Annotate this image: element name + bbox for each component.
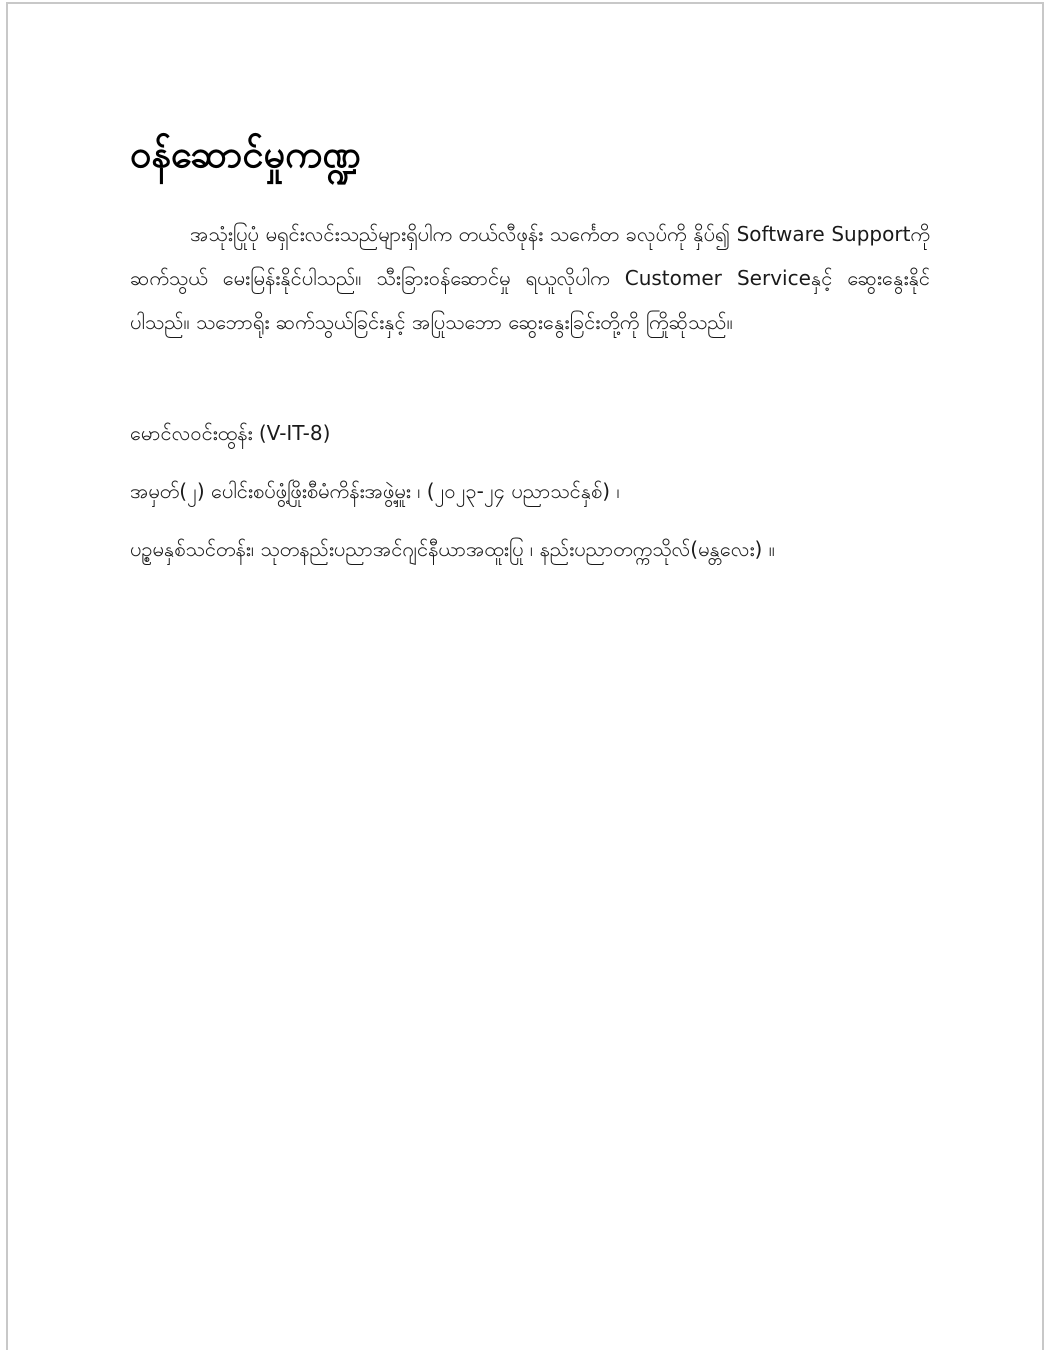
author-role: အမှတ်(၂) ပေါင်းစပ်ဖွံ့ဖြိုးစီမံကိန်းအဖွဲ့မှူး ၊ (၂၀၂၃-၂၄ ပညာသင်နှစ်) ၊ [130,479,620,503]
author-affiliation: ပဥ္စမနှစ်သင်တန်း၊ သုတနည်းပညာအင်ဂျင်နီယာအထူးပြု ၊ နည်းပညာတက္ကသိုလ်(မန္တလေး) ။ [130,537,775,561]
page-title: ဝန်ဆောင်မှုကဏ္ဍ [130,132,361,176]
page-content [130,124,930,592]
author-name: မောင်လဝင်းထွန်း (V-IT-8) [130,421,331,445]
document-page [6,2,1044,1350]
body-paragraph: အသုံးပြုပုံ မရှင်းလင်းသည်များရှိပါက တယ်လီဖုန်း သင်္ကေတ ခလုပ်ကို နှိပ်၍ Software Supportကို ဆက်သွယ် မေးမြန်းနိုင်ပါသည်။ သီးခြားဝန်ဆောင်မှု ရယူလိုပါက Customer Serviceနှင့် ဆွေးနွေးနိုင်ပါသည်။ သဘောရိုး ဆက်သွယ်ခြင်းနှင့် အပြုသဘော ဆွေးနွေးခြင်းတို့ကို ကြိုဆိုသည်။ [130,222,930,334]
paragraph-spacer [130,344,930,418]
